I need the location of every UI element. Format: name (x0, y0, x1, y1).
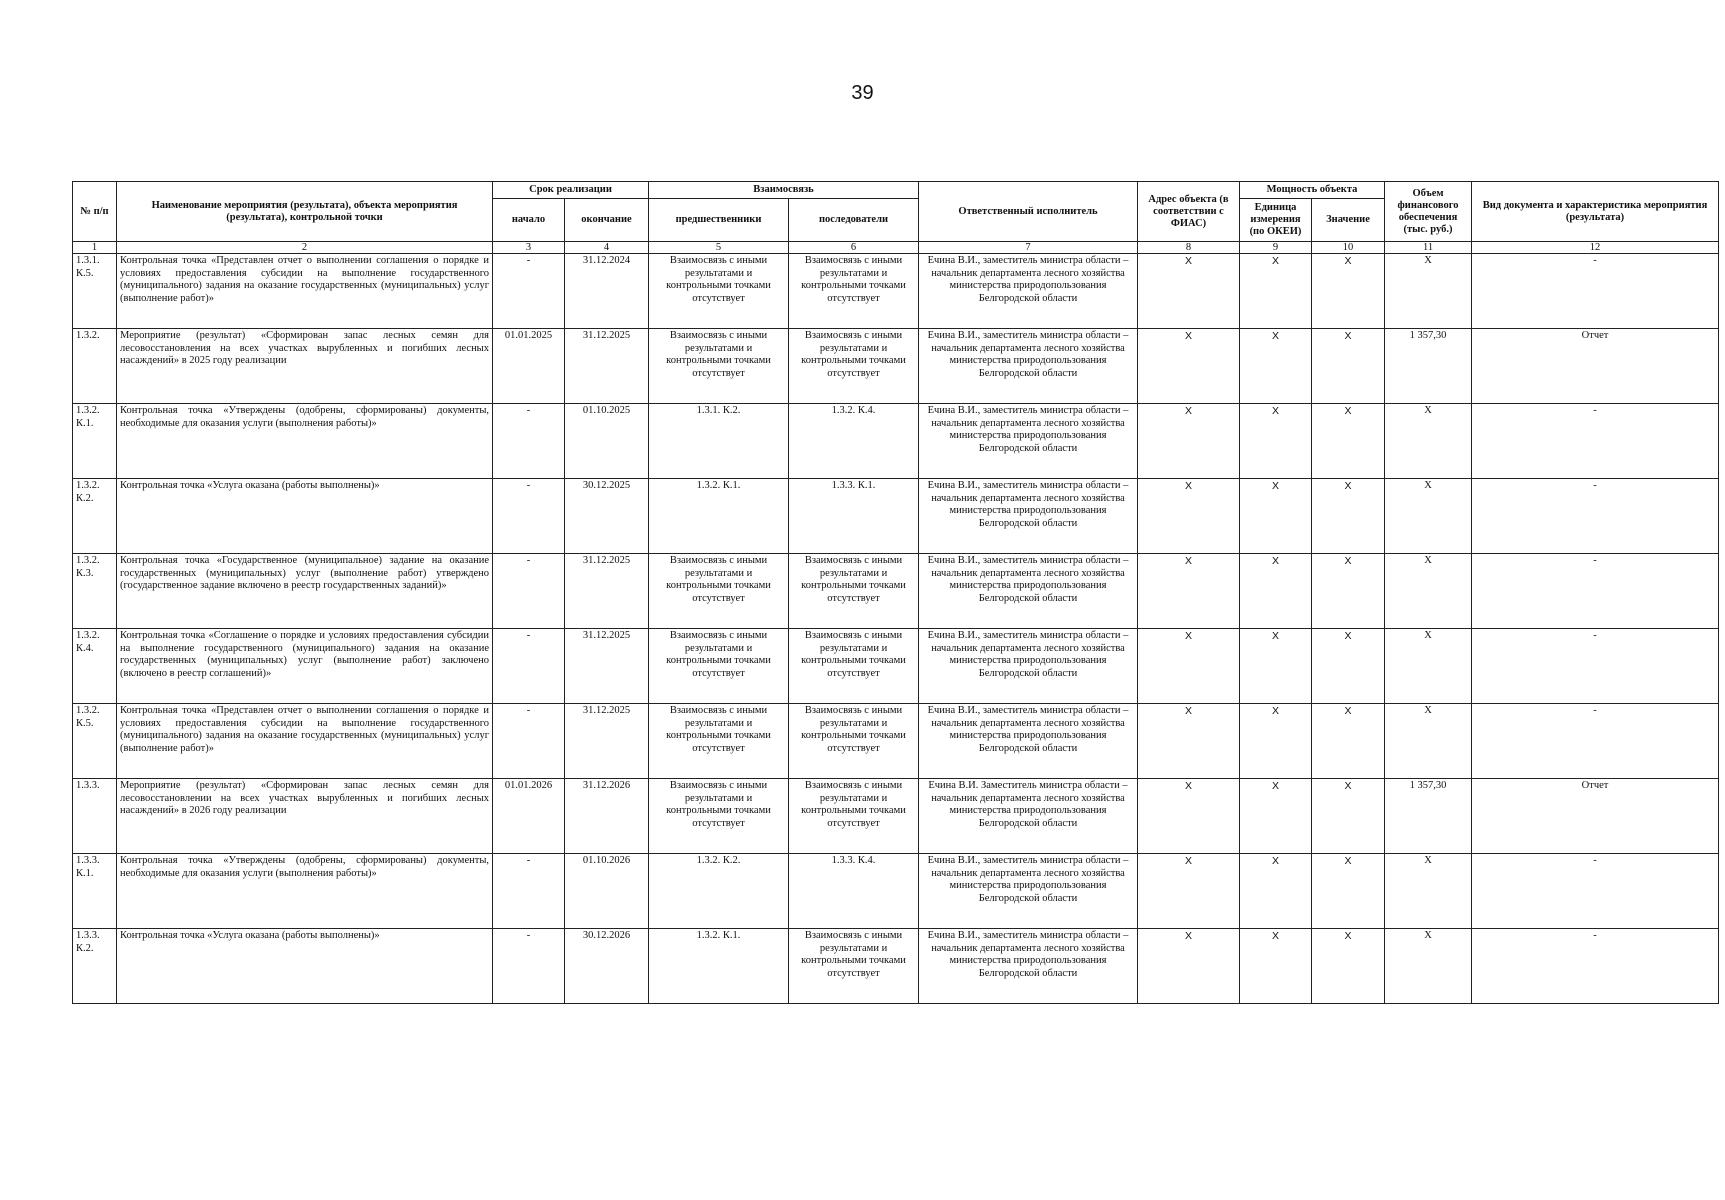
row-finance: 1 357,30 (1385, 329, 1472, 404)
row-start-date: - (493, 704, 565, 779)
row-start-date: - (493, 929, 565, 1004)
row-start-date: - (493, 554, 565, 629)
row-name: Контрольная точка «Утверждены (одобрены, сформированы) документы, необходимые для оказания услуги (выполнения работы)» (117, 854, 493, 929)
row-predecessors: Взаимосвязь с иными результатами и контрольными точками отсутствует (649, 779, 789, 854)
table-row (73, 554, 1719, 629)
row-finance: X (1385, 929, 1472, 1004)
row-value: X (1312, 479, 1385, 554)
column-number: 6 (789, 242, 919, 254)
row-finance: X (1385, 629, 1472, 704)
row-successors: 1.3.2. К.4. (789, 404, 919, 479)
row-finance: X (1385, 704, 1472, 779)
row-name: Мероприятие (результат) «Сформирован запас лесных семян для лесовосстановления на всех участках вырубленных и погибших лесных насаждений» в 2025 году реализации (117, 329, 493, 404)
row-address: X (1138, 554, 1240, 629)
row-predecessors: 1.3.2. К.2. (649, 854, 789, 929)
row-address: X (1138, 929, 1240, 1004)
row-value: X (1312, 404, 1385, 479)
column-number: 9 (1240, 242, 1312, 254)
row-start-date: - (493, 254, 565, 329)
row-predecessors: 1.3.1. К.2. (649, 404, 789, 479)
row-end-date: 31.12.2026 (565, 779, 649, 854)
column-number: 4 (565, 242, 649, 254)
row-finance: X (1385, 854, 1472, 929)
row-responsible: Ечина В.И., заместитель министра области – начальник департамента лесного хозяйства министерства природопользования Белгородской области (919, 854, 1138, 929)
row-name: Контрольная точка «Представлен отчет о выполнении соглашения о порядке и условиях предоставления субсидии на выполнение государственного (муниципального) задания на оказание государственных (муниципальных) услуг (выполнение работ)» (117, 254, 493, 329)
row-start-date: - (493, 854, 565, 929)
row-start-date: - (493, 629, 565, 704)
header-start: начало (493, 199, 565, 242)
column-numbers-row (73, 242, 1719, 254)
row-responsible: Ечина В.И., заместитель министра области – начальник департамента лесного хозяйства министерства природопользования Белгородской области (919, 629, 1138, 704)
row-address: X (1138, 479, 1240, 554)
row-document: - (1472, 404, 1719, 479)
column-number: 8 (1138, 242, 1240, 254)
table-row (73, 704, 1719, 779)
header-value: Значение (1312, 199, 1385, 242)
row-document: - (1472, 479, 1719, 554)
row-unit: X (1240, 554, 1312, 629)
row-name: Контрольная точка «Соглашение о порядке и условиях предоставления субсидии на выполнение государственного (муниципального) задания на оказание государственных (муниципальных) услуг (выполнение работ) заключено (включено в реестр соглашений)» (117, 629, 493, 704)
row-responsible: Ечина В.И., заместитель министра области – начальник департамента лесного хозяйства министерства природопользования Белгородской области (919, 254, 1138, 329)
row-successors: Взаимосвязь с иными результатами и контрольными точками отсутствует (789, 929, 919, 1004)
row-predecessors: Взаимосвязь с иными результатами и контрольными точками отсутствует (649, 254, 789, 329)
row-responsible: Ечина В.И., заместитель министра области – начальник департамента лесного хозяйства министерства природопользования Белгородской области (919, 404, 1138, 479)
header-responsible: Ответственный исполнитель (919, 182, 1138, 242)
row-number: 1.3.3. К.1. (73, 854, 117, 929)
row-successors: 1.3.3. К.4. (789, 854, 919, 929)
row-responsible: Ечина В.И. Заместитель министра области – начальник департамента лесного хозяйства министерства природопользования Белгородской области (919, 779, 1138, 854)
row-number: 1.3.3. (73, 779, 117, 854)
row-responsible: Ечина В.И., заместитель министра области – начальник департамента лесного хозяйства министерства природопользования Белгородской области (919, 479, 1138, 554)
column-number: 7 (919, 242, 1138, 254)
row-predecessors: 1.3.2. К.1. (649, 479, 789, 554)
table-row (73, 329, 1719, 404)
row-value: X (1312, 629, 1385, 704)
row-number: 1.3.2. К.2. (73, 479, 117, 554)
row-number: 1.3.2. К.3. (73, 554, 117, 629)
header-address: Адрес объекта (в соответствии с ФИАС) (1138, 182, 1240, 242)
row-name: Контрольная точка «Услуга оказана (работы выполнены)» (117, 929, 493, 1004)
row-finance: X (1385, 404, 1472, 479)
row-responsible: Ечина В.И., заместитель министра области – начальник департамента лесного хозяйства министерства природопользования Белгородской области (919, 929, 1138, 1004)
row-value: X (1312, 854, 1385, 929)
row-number: 1.3.1. К.5. (73, 254, 117, 329)
header-link: Взаимосвязь (649, 182, 919, 199)
row-successors: Взаимосвязь с иными результатами и контрольными точками отсутствует (789, 704, 919, 779)
row-value: X (1312, 254, 1385, 329)
row-responsible: Ечина В.И., заместитель министра области – начальник департамента лесного хозяйства министерства природопользования Белгородской области (919, 554, 1138, 629)
row-end-date: 31.12.2025 (565, 329, 649, 404)
column-number: 5 (649, 242, 789, 254)
row-end-date: 31.12.2025 (565, 704, 649, 779)
column-number: 3 (493, 242, 565, 254)
row-start-date: - (493, 404, 565, 479)
table-row (73, 404, 1719, 479)
header-period: Срок реализации (493, 182, 649, 199)
row-number: 1.3.3. К.2. (73, 929, 117, 1004)
row-document: - (1472, 704, 1719, 779)
row-successors: Взаимосвязь с иными результатами и контрольными точками отсутствует (789, 629, 919, 704)
row-successors: 1.3.3. К.1. (789, 479, 919, 554)
row-finance: X (1385, 554, 1472, 629)
header-predecessors: предшественники (649, 199, 789, 242)
column-number: 12 (1472, 242, 1719, 254)
row-end-date: 30.12.2025 (565, 479, 649, 554)
row-successors: Взаимосвязь с иными результатами и контрольными точками отсутствует (789, 779, 919, 854)
row-document: - (1472, 554, 1719, 629)
column-number: 10 (1312, 242, 1385, 254)
plan-table (72, 181, 1719, 1004)
row-successors: Взаимосвязь с иными результатами и контрольными точками отсутствует (789, 329, 919, 404)
header-unit: Единица измерения (по ОКЕИ) (1240, 199, 1312, 242)
column-number: 2 (117, 242, 493, 254)
row-unit: X (1240, 329, 1312, 404)
row-responsible: Ечина В.И., заместитель министра области – начальник департамента лесного хозяйства министерства природопользования Белгородской области (919, 329, 1138, 404)
row-name: Мероприятие (результат) «Сформирован запас лесных семян для лесовосстановлении на всех участках вырубленных и погибших лесных насаждений» в 2026 году реализации (117, 779, 493, 854)
row-value: X (1312, 929, 1385, 1004)
row-address: X (1138, 254, 1240, 329)
column-number: 11 (1385, 242, 1472, 254)
row-predecessors: Взаимосвязь с иными результатами и контрольными точками отсутствует (649, 329, 789, 404)
row-end-date: 30.12.2026 (565, 929, 649, 1004)
page-number: 39 (851, 82, 874, 104)
row-name: Контрольная точка «Государственное (муниципальное) задание на оказание государственных (муниципальных) услуг (выполнение работ) утверждено (государственное задание включено в реестр государственных заданий)» (117, 554, 493, 629)
row-document: Отчет (1472, 329, 1719, 404)
row-number: 1.3.2. (73, 329, 117, 404)
row-predecessors: 1.3.2. К.1. (649, 929, 789, 1004)
table-row (73, 254, 1719, 329)
table-row (73, 929, 1719, 1004)
row-address: X (1138, 404, 1240, 479)
row-address: X (1138, 854, 1240, 929)
header-no: № п/п (73, 182, 117, 242)
row-address: X (1138, 779, 1240, 854)
column-number: 1 (73, 242, 117, 254)
row-value: X (1312, 704, 1385, 779)
header-successors: последователи (789, 199, 919, 242)
row-document: - (1472, 629, 1719, 704)
table-row (73, 629, 1719, 704)
row-finance: X (1385, 254, 1472, 329)
row-end-date: 31.12.2025 (565, 629, 649, 704)
row-finance: 1 357,30 (1385, 779, 1472, 854)
header-end: окончание (565, 199, 649, 242)
row-address: X (1138, 629, 1240, 704)
row-successors: Взаимосвязь с иными результатами и контрольными точками отсутствует (789, 554, 919, 629)
row-unit: X (1240, 854, 1312, 929)
row-end-date: 31.12.2025 (565, 554, 649, 629)
row-unit: X (1240, 479, 1312, 554)
row-value: X (1312, 329, 1385, 404)
table-row (73, 854, 1719, 929)
header-doc: Вид документа и характеристика мероприятия (результата) (1472, 182, 1719, 242)
row-name: Контрольная точка «Представлен отчет о выполнении соглашения о порядке и условиях предоставления субсидии на выполнение государственного (муниципального) задания на оказание государственных (муниципальных) услуг (выполнение работ)» (117, 704, 493, 779)
row-unit: X (1240, 704, 1312, 779)
row-unit: X (1240, 629, 1312, 704)
row-predecessors: Взаимосвязь с иными результатами и контрольными точками отсутствует (649, 704, 789, 779)
table-header (73, 182, 1719, 254)
row-value: X (1312, 779, 1385, 854)
row-number: 1.3.2. К.4. (73, 629, 117, 704)
row-start-date: - (493, 479, 565, 554)
header-finance: Объем финансового обеспечения (тыс. руб.) (1385, 182, 1472, 242)
row-start-date: 01.01.2025 (493, 329, 565, 404)
table-row (73, 479, 1719, 554)
row-name: Контрольная точка «Утверждены (одобрены, сформированы) документы, необходимые для оказания услуги (выполнения работы)» (117, 404, 493, 479)
row-document: - (1472, 254, 1719, 329)
row-document: - (1472, 929, 1719, 1004)
row-unit: X (1240, 779, 1312, 854)
row-address: X (1138, 329, 1240, 404)
row-finance: X (1385, 479, 1472, 554)
row-successors: Взаимосвязь с иными результатами и контрольными точками отсутствует (789, 254, 919, 329)
row-responsible: Ечина В.И., заместитель министра области – начальник департамента лесного хозяйства министерства природопользования Белгородской области (919, 704, 1138, 779)
row-number: 1.3.2. К.1. (73, 404, 117, 479)
row-end-date: 01.10.2026 (565, 854, 649, 929)
row-number: 1.3.2. К.5. (73, 704, 117, 779)
row-end-date: 31.12.2024 (565, 254, 649, 329)
row-unit: X (1240, 929, 1312, 1004)
row-predecessors: Взаимосвязь с иными результатами и контрольными точками отсутствует (649, 554, 789, 629)
row-predecessors: Взаимосвязь с иными результатами и контрольными точками отсутствует (649, 629, 789, 704)
table-body (73, 254, 1719, 1004)
row-value: X (1312, 554, 1385, 629)
row-document: - (1472, 854, 1719, 929)
row-unit: X (1240, 254, 1312, 329)
header-capacity: Мощность объекта (1240, 182, 1385, 199)
row-unit: X (1240, 404, 1312, 479)
row-end-date: 01.10.2025 (565, 404, 649, 479)
row-document: Отчет (1472, 779, 1719, 854)
row-name: Контрольная точка «Услуга оказана (работы выполнены)» (117, 479, 493, 554)
row-start-date: 01.01.2026 (493, 779, 565, 854)
table-row (73, 779, 1719, 854)
header-name: Наименование мероприятия (результата), объекта мероприятия (результата), контрольной точки (117, 182, 493, 242)
row-address: X (1138, 704, 1240, 779)
